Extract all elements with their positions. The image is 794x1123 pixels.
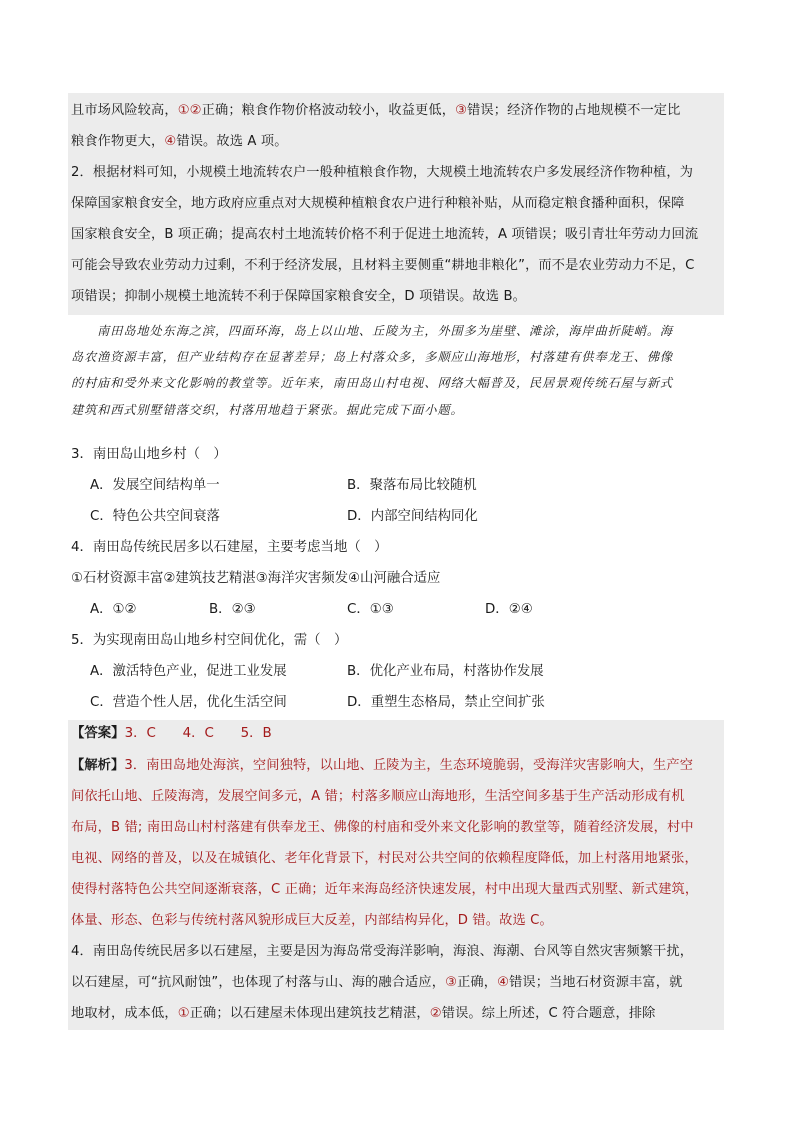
analysis-text: ② (429, 1006, 442, 1021)
question-3-stem: 3．南田岛山地乡村（ ） (71, 447, 227, 462)
explanation-line (71, 157, 721, 188)
reading-passage (71, 318, 721, 423)
analysis-line (71, 967, 721, 998)
question-3-option-a: A．发展空间结构单一 (90, 478, 220, 493)
analysis-text: ① (177, 1006, 190, 1021)
analysis-text: 间依托山地、丘陵海湾，发展空间多元，A 错；村落多顺应山海地形，生活空间多基于生产活动形成有机 (71, 789, 685, 804)
analysis-text: 正确， (457, 975, 498, 990)
analysis-text: 布局，B 错; 南田岛山村村落建有供奉龙王、佛像的村庙和受外来文化影响的教堂等，随着经济发展，村中 (71, 820, 694, 835)
question-5-option-b: B．优化产业布局，村落协作发展 (347, 664, 544, 679)
explanation-line (71, 219, 721, 250)
explanation-line (71, 250, 721, 281)
explanation-text: 国家粮食安全，B 项正确；提高农村土地流转价格不利于促进土地流转，A 项错误；吸引青壮年劳动力回流 (71, 227, 699, 242)
question-5-option-c: C．营造个性人居，优化生活空间 (90, 695, 287, 710)
analysis-text: 4．南田岛传统民居多以石建屋，主要是因为海岛常受海洋影响，海浪、海潮、台风等自然灾害频繁干扰， (71, 944, 694, 959)
analysis-line (71, 750, 721, 781)
analysis-line (71, 905, 721, 936)
passage-line: 建筑和西式别墅错落交织，村落用地趋于紧张。据此完成下面小题。 (71, 402, 464, 417)
explanation-text: 可能会导致农业劳动力过剩，不利于经济发展，且材料主要侧重“耕地非粮化”，而不是农业劳动力不足，C (71, 258, 695, 273)
question-5-stem: 5．为实现南田岛山地乡村空间优化，需（ ） (71, 633, 348, 648)
question-4-statements: ①石材资源丰富②建筑技艺精湛③海洋灾害频发④山河融合适应 (71, 571, 441, 586)
passage-line: 岛农渔资源丰富，但产业结构存在显著差异；岛上村落众多，多顺应山海地形，村落建有供奉龙王、佛像 (71, 350, 674, 365)
explanation-text: ①② (177, 103, 202, 118)
question-4-option-a: A．①② (90, 602, 137, 617)
analysis-text: 体量、形态、色彩与传统村落风貌形成巨大反差，内部结构异化，D 错。故选 C。 (71, 913, 553, 928)
explanation-continued (71, 95, 721, 312)
explanation-line (71, 281, 721, 312)
analysis-line (71, 874, 721, 905)
explanation-text: 且市场风险较高， (71, 103, 178, 118)
analysis-text: 正确；以石建屋未体现出建筑技艺精湛， (189, 1006, 430, 1021)
explanation-line (71, 126, 721, 157)
question-5-option-d: D．重塑生态格局，禁止空间扩张 (347, 695, 545, 710)
analysis-text: 错误。综上所述，C 符合题意，排除 (441, 1006, 656, 1021)
analysis (71, 750, 721, 1029)
explanation-text: 项错误；抑制小规模土地流转不利于保障国家粮食安全，D 项错误。故选 B。 (71, 289, 526, 304)
explanation-line (71, 188, 721, 219)
question-4-option-b: B．②③ (209, 602, 256, 617)
analysis-text: 使得村落特色公共空间逐渐衰落，C 正确；近年来海岛经济快速发展，村中出现大量西式别墅、新式建筑， (71, 882, 699, 897)
analysis-text: 错误；当地石材资源丰富，就 (509, 975, 683, 990)
question-4-option-d: D．②④ (485, 602, 533, 617)
explanation-text: 错误。故选 A 项。 (176, 134, 288, 149)
analysis-text: 地取材，成本低， (71, 1006, 178, 1021)
analysis-line (71, 843, 721, 874)
explanation-text: 错误；经济作物的占地规模不一定比 (467, 103, 681, 118)
passage-line: 南田岛地处东海之滨，四面环海，岛上以山地、丘陵为主，外围多为崖壁、滩涂，海岸曲折陡峭。海 (71, 324, 674, 338)
question-3-option-c: C．特色公共空间衰落 (90, 509, 220, 524)
explanation-text: 正确；粮食作物价格波动较小，收益更低， (201, 103, 456, 118)
analysis-text: 以石建屋，可“抗风耐蚀”，也体现了村落与山、海的融合适应， (71, 975, 446, 990)
question-4-option-c: C．①③ (347, 602, 394, 617)
answer-text: 3．C 4．C 5．B (124, 726, 272, 741)
question-4-stem: 4．南田岛传统民居多以石建屋，主要考虑当地（ ） (71, 540, 388, 555)
analysis-text: 3．南田岛地处海滨，空间独特，以山地、丘陵为主，生态环境脆弱，受海洋灾害影响大，生产空 (124, 758, 694, 773)
explanation-text: ③ (455, 103, 468, 118)
question-5-option-a: A．激活特色产业，促进工业发展 (90, 664, 287, 679)
analysis-line (71, 781, 721, 812)
analysis-text: ④ (497, 975, 510, 990)
explanation-text: 粮食作物更大， (71, 134, 165, 149)
answer-label: 【答案】 (71, 726, 125, 741)
analysis-line (71, 998, 721, 1029)
explanation-line (71, 95, 721, 126)
question-3-option-d: D．内部空间结构同化 (347, 509, 478, 524)
question-3-option-b: B．聚落布局比较随机 (347, 478, 477, 493)
explanation-text: 保障国家粮食安全，地方政府应重点对大规模种植粮食农户进行种粮补贴，从而稳定粮食播种面积，保障 (71, 196, 685, 211)
analysis-text: ③ (445, 975, 458, 990)
analysis-text: 【解析】 (71, 758, 125, 773)
answer-line (71, 724, 272, 744)
explanation-text: 2．根据材料可知，小规模土地流转农户一般种植粮食作物，大规模土地流转农户多发展经济作物种植，为 (71, 165, 694, 180)
passage-line: 的村庙和受外来文化影响的教堂等。近年来，南田岛山村电视、网络大幅普及，民居景观传统石屋与新式 (71, 376, 674, 391)
analysis-text: 电视、网络的普及，以及在城镇化、老年化背景下，村民对公共空间的依赖程度降低，加上村落用地紧张， (71, 851, 698, 866)
analysis-line (71, 936, 721, 967)
analysis-line (71, 812, 721, 843)
explanation-text: ④ (164, 134, 177, 149)
